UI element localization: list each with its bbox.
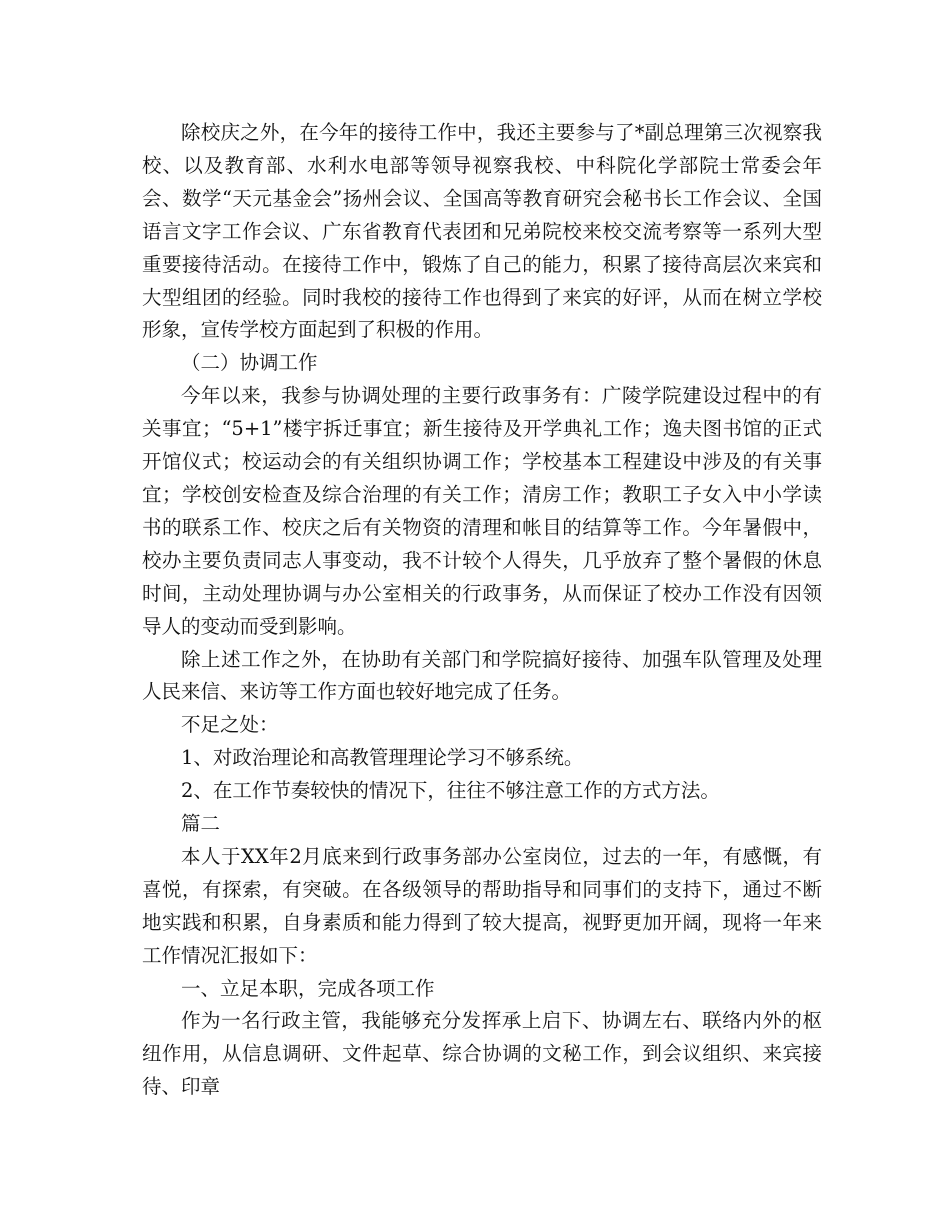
part-two-heading: 篇二 (181, 812, 221, 836)
paragraph-reception-work: 除校庆之外，在今年的接待工作中，我还主要参与了*副总理第三次视察我校、以及教育部、水利水电部等领导视察我校、中科院化学部院士常委会年会、数学“天元基金会”扬州会议、全国高等教育研究会秘书长工作会议、全国语言文字工作会议、广东省教育代表团和兄弟院校来校交流考察等一系列大型重要接待活动。在接待工作中，锻炼了自己的能力，积累了接待高层次来宾和大型组团的经验。同时我校的接待工作也得到了来宾的好评，从而在树立学校形象，宣传学校方面起到了积极的作用。 (142, 121, 822, 342)
paragraph-admin-role: 作为一名行政主管，我能够充分发挥承上启下、协调左右、联络内外的枢纽作用，从信息调研、文件起草、综合协调的文秘工作，到会议组织、来宾接待、印章 (142, 1009, 822, 1099)
shortcoming-item-1: 1、对政治理论和高教管理理论学习不够系统。 (181, 746, 584, 770)
shortcomings-heading: 不足之处： (181, 713, 279, 737)
document-body (142, 117, 822, 1104)
paragraph-other-tasks: 除上述工作之外，在协助有关部门和学院搞好接待、加强车队管理及处理人民来信、来访等工作方面也较好地完成了任务。 (142, 647, 822, 704)
shortcoming-item-2: 2、在工作节奏较快的情况下，往往不够注意工作的方式方法。 (181, 779, 720, 803)
paragraph-coordination-work: 今年以来，我参与协调处理的主要行政事务有：广陵学院建设过程中的有关事宜；“5+1”楼宇拆迁事宜；新生接待及开学典礼工作；逸夫图书馆的正式开馆仪式；校运动会的有关组织协调工作；学校基本工程建设中涉及的有关事宜；学校创安检查及综合治理的有关工作；清房工作；教职工子女入中小学读书的联系工作、校庆之后有关物资的清理和帐目的结算等工作。今年暑假中，校办主要负责同志人事变动，我不计较个人得失，几乎放弃了整个暑假的休息时间，主动处理协调与办公室相关的行政事务，从而保证了校办工作没有因领导人的变动而受到影响。 (142, 384, 822, 638)
section-heading-coordination: （二）协调工作 (181, 351, 318, 375)
section-heading-duties: 一、立足本职，完成各项工作 (181, 976, 435, 1000)
paragraph-introduction: 本人于XX年2月底来到行政事务部办公室岗位，过去的一年，有感慨，有喜悦，有探索，有突破。在各级领导的帮助指导和同事们的支持下，通过不断地实践和积累，自身素质和能力得到了较大提高，视野更加开阔，现将一年来工作情况汇报如下： (142, 844, 822, 967)
